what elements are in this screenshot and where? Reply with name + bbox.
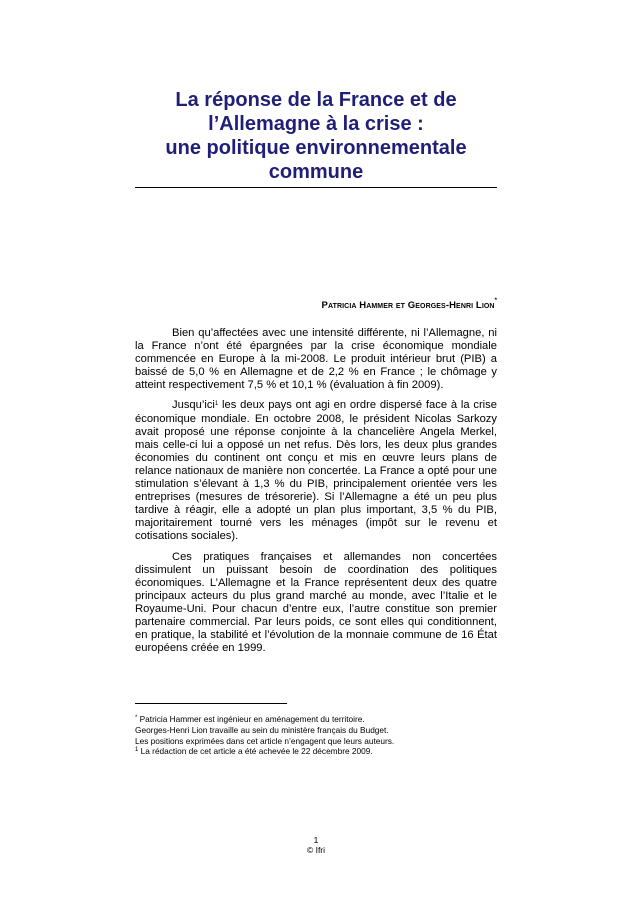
- footnote-ref-1[interactable]: 1: [214, 401, 219, 408]
- copyright: © Ifri: [306, 845, 326, 855]
- title-divider: [135, 187, 497, 188]
- footnotes: [135, 714, 497, 757]
- footnote-marker-1: 1: [135, 747, 139, 754]
- paragraph-2-rest: les deux pays ont agi en ordre dispersé face à la crise économique mondiale. En octobre 2008, le président Nicolas Sarkozy avait proposé une réponse conjointe à la chancelière Angela Merkel, mais celle-ci lui a opposé un net refus. Dès lors, les deux plus grandes économies du continent ont conçu et mis en œuvre leurs plans de relance nationaux de manière non concertée. La France a opté pour une stimulation s’élevant à 1,3 % du PIB, principalement orientée vers les entreprises (mesures de trésorerie). Si l’Allemagne a été un peu plus tardive à réagir, elle a adopté un plan plus important, 3,5 % du PIB, majoritairement tourné vers les ménages (impôt sur le revenu et cotisations sociales).: [135, 399, 497, 543]
- footnote-disclaimer: Les positions exprimées dans cet article n’engagent que leurs auteurs.: [135, 735, 395, 746]
- footnote-marker-star: *: [135, 715, 138, 721]
- footnote-author-2: Georges-Henri Lion travaille au sein du ministère français du Budget.: [135, 724, 389, 735]
- title-line-1: La réponse de la France et de: [175, 89, 457, 111]
- footnote-1: [135, 746, 497, 757]
- article-body: [135, 327, 497, 662]
- title-line-3: une politique environnementale: [165, 137, 467, 159]
- page-number: 1: [313, 835, 319, 845]
- paragraph-2: [135, 399, 497, 543]
- author-names: Patricia Hammer et Georges-Henri Lion: [321, 300, 495, 311]
- footnote-1-text: La rédaction de cet article a été achevée le 22 décembre 2009.: [138, 746, 373, 757]
- page-footer: [135, 835, 497, 855]
- author-footnote-marker[interactable]: *: [494, 298, 497, 304]
- footnote-author-1-text: Patricia Hammer est ingénieur en aménagement du territoire.: [137, 714, 365, 724]
- paragraph-3: Ces pratiques françaises et allemandes non concertées dissimulent un puissant besoin de coordination des politiques économiques. L’Allemagne et la France représentent deux des quatre principaux acteurs du plus grand marché au monde, avec l’Italie et le Royaume-Uni. Pour chacun d’entre eux, l’autre constitue son premier partenaire commercial. Par leurs poids, ce sont elles qui conditionnent, en pratique, la stabilité et l’évolution de la monnaie commune de 16 État européens créée en 1999.: [135, 550, 497, 655]
- title-line-4: commune: [268, 161, 364, 183]
- footnote-divider: [135, 703, 287, 704]
- document-title: [135, 88, 497, 184]
- title-line-2: l’Allemagne à la crise :: [208, 113, 424, 135]
- paragraph-1: Bien qu’affectées avec une intensité différente, ni l’Allemagne, ni la France n’ont été épargnées par la crise économique mondiale commencée en Europe à la mi-2008. Le produit intérieur brut (PIB) a baissé de 5,0 % en Allemagne et de 2,2 % en France ; le chômage y atteint respectivement 7,5 % et 10,1 % (évaluation à fin 2009).: [135, 327, 497, 392]
- paragraph-2-start: Jusqu’ici: [172, 399, 215, 412]
- footnote-author-1: [135, 714, 497, 725]
- author-line: [135, 300, 497, 311]
